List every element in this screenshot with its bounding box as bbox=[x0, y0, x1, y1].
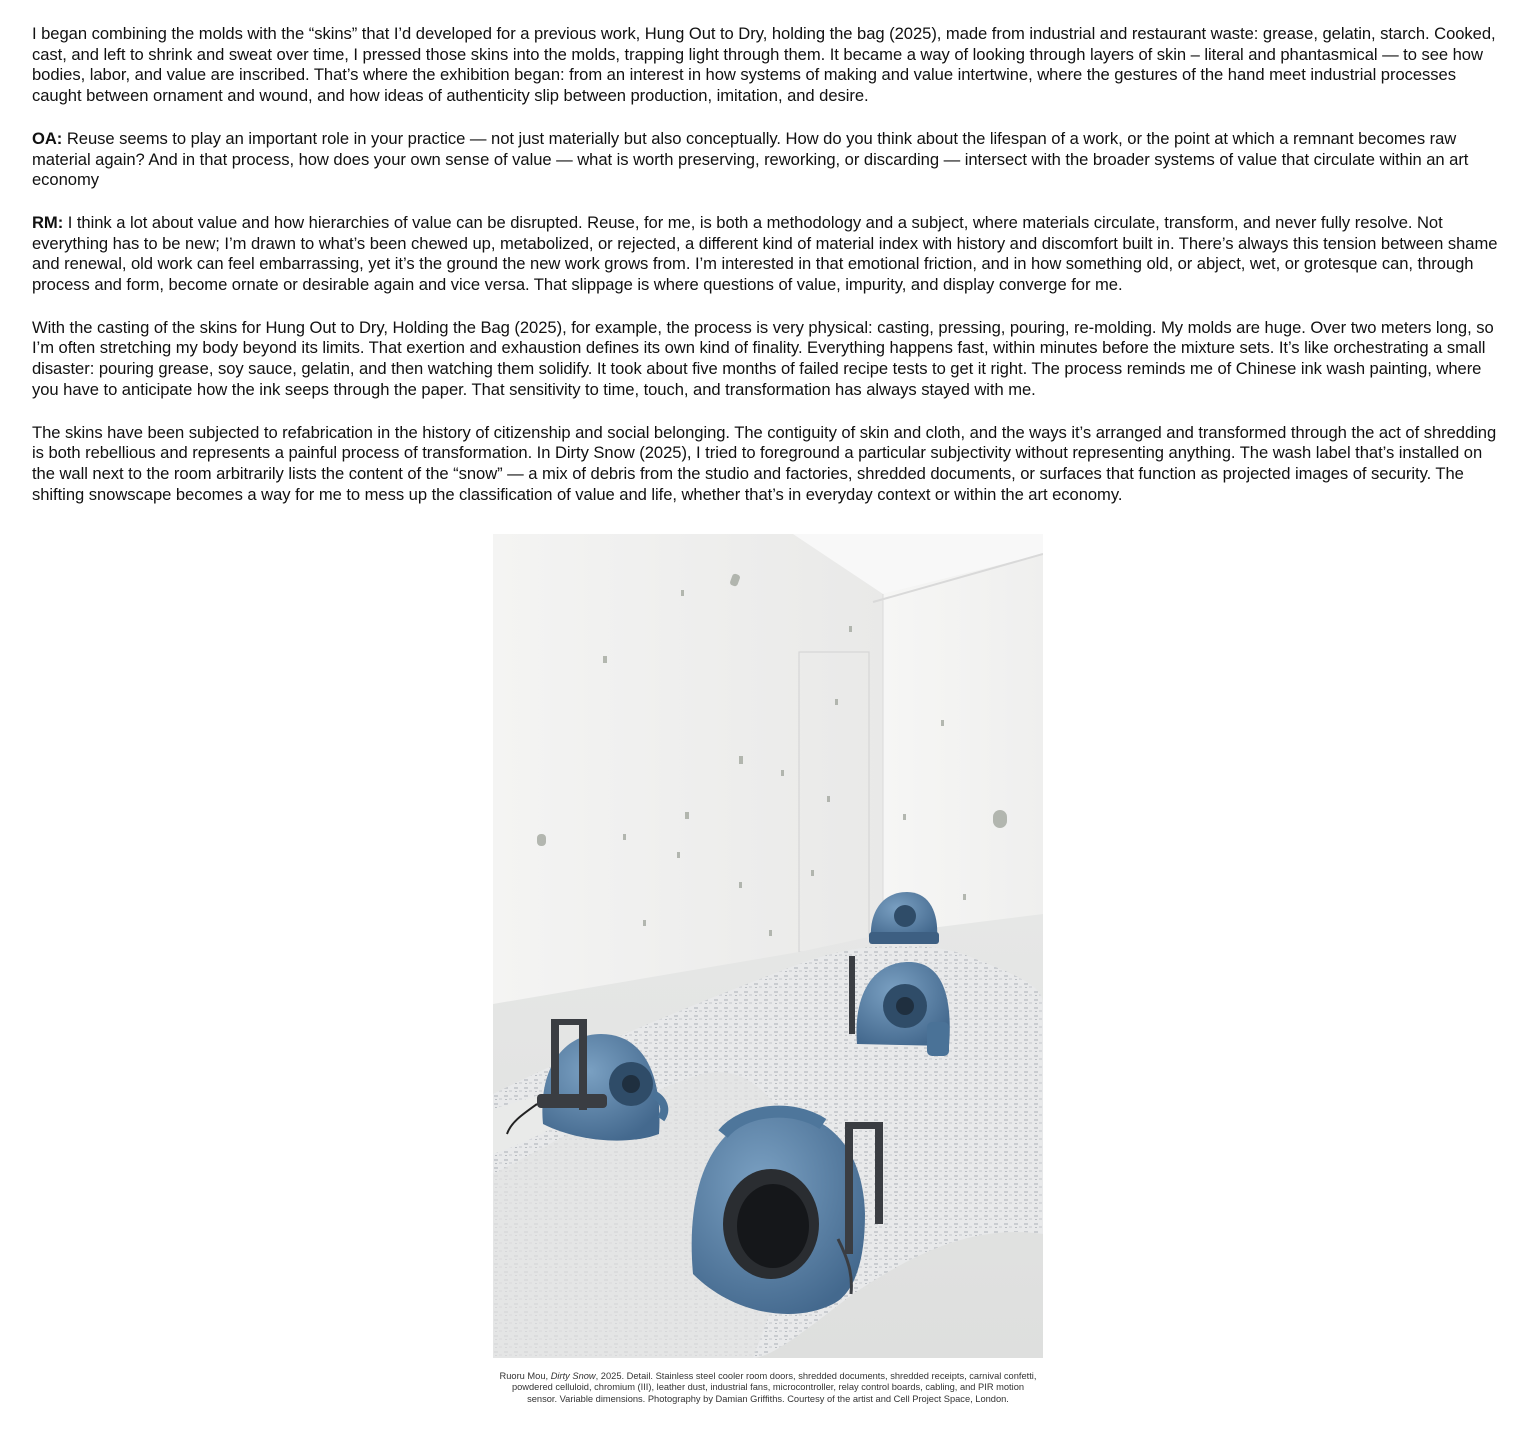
caption-title: Dirty Snow bbox=[550, 1371, 596, 1381]
paragraph-answer bbox=[32, 213, 1504, 296]
speaker-label: RM: bbox=[32, 212, 64, 232]
speaker-label: OA: bbox=[32, 128, 63, 148]
paragraph-text: I began combining the molds with the “skins” that I’d developed for a previous work, Hung Out to Dry, holding the bag (2025), made from industrial and restaurant waste: grease, gelatin, starch. Cooked, cast, and left to shrink and sweat over time, I pressed those skins into the molds, trapping light through them. It became a way of looking through layers of skin – literal and phantasmical — to see how bodies, labor, and value are inscribed. That’s where the exhibition began: from an interest in how systems of making and value intertwine, where the gestures of the hand meet industrial processes caught between ornament and wound, and how ideas of authenticity slip between production, imitation, and desire. bbox=[32, 24, 1496, 106]
paragraph-text: The skins have been subjected to refabrication in the history of citizenship and social belonging. The contiguity of skin and cloth, and the ways it’s arranged and transformed through the act of shredding is both rebellious and represents a painful process of transformation. In Dirty Snow (2025), I tried to foreground a particular subjectivity without representing anything. The wash label that’s installed on the wall next to the room arbitrarily lists the content of the “snow” — a mix of debris from the studio and factories, shredded documents, or surfaces that function as projected images of security. The shifting snowscape becomes a way for me to mess up the classification of value and life, whether that’s in everyday context or within the art economy. bbox=[32, 422, 1497, 504]
paragraph bbox=[32, 423, 1504, 506]
paragraph-text: I think a lot about value and how hierarchies of value can be disrupted. Reuse, for me, is both a methodology and a subject, where materials circulate, transform, and never fully resolve. Not everything has to be new; I’m drawn to what’s been chewed up, metabolized, or rejected, a different kind of material index with history and discomfort built in. There’s always this tension between shame and renewal, old work can feel embarrassing, yet it’s the ground the new work grows from. I’m interested in that emotional friction, and in how something old, or abject, wet, or grotesque can, through process and form, become ornate or desirable again and vice versa. That slippage is where questions of value, impurity, and display converge for me. bbox=[32, 212, 1498, 295]
figure-caption bbox=[493, 1371, 1043, 1405]
installation-photo bbox=[493, 534, 1043, 1358]
caption-artist: Ruoru Mou, bbox=[499, 1371, 551, 1381]
paragraph-question bbox=[32, 129, 1504, 191]
caption-details: , 2025. Detail. Stainless steel cooler room doors, shredded documents, shredded receipts, carnival confetti, powdered celluloid, chromium (III), leather dust, industrial fans, microcontroller, relay control boards, cabling, and PIR motion sensor. Variable dimensions. Photography by Damian Griffiths. Courtesy of the artist and Cell Project Space, London. bbox=[511, 1371, 1037, 1404]
article-body bbox=[32, 24, 1504, 527]
paragraph-text: Reuse seems to play an important role in your practice — not just materially but also conceptually. How do you think about the lifespan of a work, or the point at which a remnant becomes raw material again? And in that process, how does your own sense of value — what is worth preserving, reworking, or discarding — intersect with the broader systems of value that circulate within an art economy bbox=[32, 128, 1469, 190]
paragraph-text: With the casting of the skins for Hung Out to Dry, Holding the Bag (2025), for example, the process is very physical: casting, pressing, pouring, re-molding. My molds are huge. Over two meters long, so I’m often stretching my body beyond its limits. That exertion and exhaustion defines its own kind of finality. Everything happens fast, within minutes before the mixture sets. It’s like orchestrating a small disaster: pouring grease, soy sauce, gelatin, and then watching them solidify. It took about five months of failed recipe tests to get it right. The process reminds me of Chinese ink wash painting, where you have to anticipate how the ink seeps through the paper. That sensitivity to time, touch, and transformation has always stayed with me. bbox=[32, 317, 1494, 399]
paragraph bbox=[32, 318, 1504, 401]
artwork-figure bbox=[493, 534, 1043, 1405]
paragraph bbox=[32, 24, 1504, 107]
